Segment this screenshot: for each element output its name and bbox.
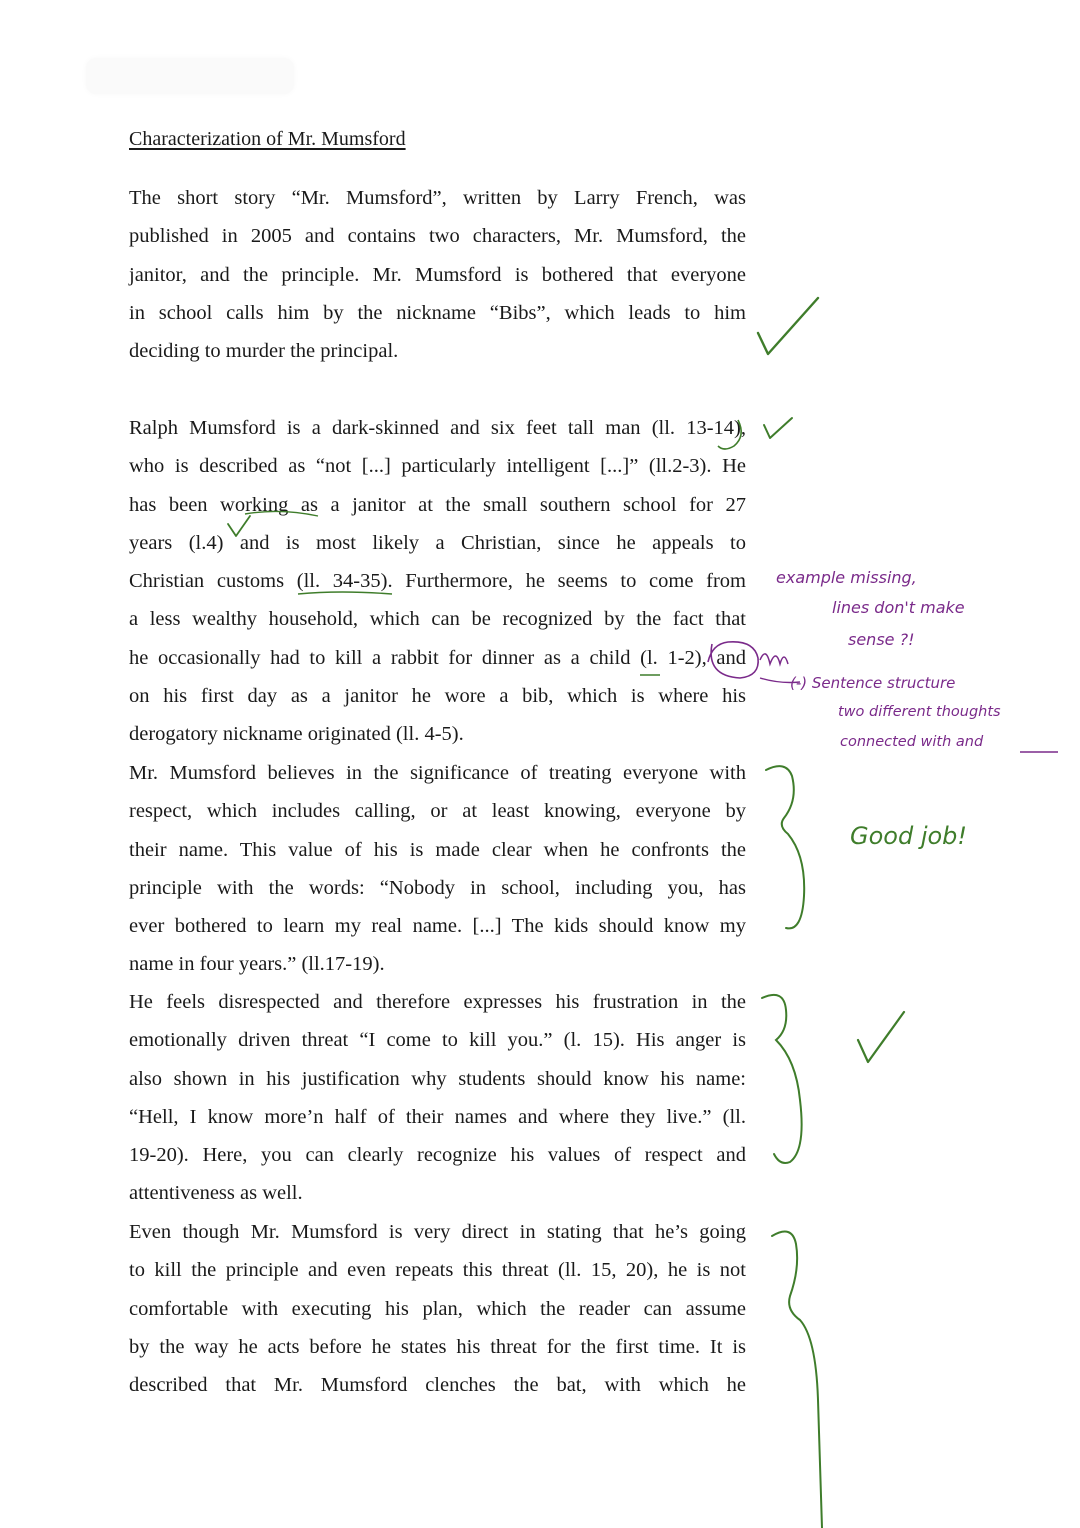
text-line: their name. This value of his is made clear when he confronts the: [129, 838, 746, 861]
text-line: a less wealthy household, which can be recognized by the fact that: [129, 608, 746, 631]
text-line: Ralph Mumsford is a dark-skinned and six feet tall man (ll. 13-14),: [129, 417, 746, 439]
text-line: emotionally driven threat “I come to kill you.” (l. 15). His anger is: [129, 1029, 746, 1052]
text-line: to kill the principle and even repeats this threat (ll. 15, 20), he is not: [129, 1259, 746, 1282]
text-line: The short story “Mr. Mumsford”, written by Larry French, was: [129, 187, 746, 209]
checkmark-icon: [764, 418, 792, 438]
margin-comment-line: connected with and: [840, 734, 984, 750]
text-line: 19-20). Here, you can clearly recognize his values of respect and: [129, 1144, 746, 1167]
text-line: janitor, and the principle. Mr. Mumsford is bothered that everyone: [129, 263, 746, 286]
brace-mark: [762, 995, 802, 1163]
scribble-mark: [760, 654, 788, 664]
text-line: Christian customs (ll. 34-35). Furthermore, he seems to come from: [129, 570, 746, 593]
checkmark-icon: [228, 516, 250, 536]
praise-comment: Good job!: [850, 822, 968, 850]
text-line: Even though Mr. Mumsford is very direct in stating that he’s going: [129, 1221, 746, 1243]
text-line: He feels disrespected and therefore expresses his frustration in the: [129, 991, 746, 1013]
text-line: by the way he acts before he states his threat for the first time. It is: [129, 1335, 746, 1358]
text-line: deciding to murder the principal.: [129, 340, 399, 363]
text-line: name in four years.” (ll.17-19).: [129, 953, 385, 976]
checkmark-icon: [758, 298, 818, 354]
text-line: published in 2005 and contains two characters, Mr. Mumsford, the: [129, 225, 746, 248]
text-line: Mr. Mumsford believes in the significance of treating everyone with: [129, 762, 746, 784]
brace-mark: [766, 766, 804, 928]
text-line: described that Mr. Mumsford clenches the bat, with which he: [129, 1374, 746, 1397]
margin-comment-line: sense ?!: [848, 630, 915, 649]
document-title: Characterization of Mr. Mumsford: [129, 128, 406, 150]
text-line: comfortable with executing his plan, which the reader can assume: [129, 1297, 746, 1320]
underline-stroke: [298, 592, 392, 594]
text-line: respect, which includes calling, or at least knowing, everyone by: [129, 800, 746, 823]
text-line: years (l.4) and is most likely a Christian, since he appeals to: [129, 531, 746, 554]
text-line: on his first day as a janitor he wore a bib, which is where his: [129, 685, 746, 708]
text-line: attentiveness as well.: [129, 1182, 303, 1205]
margin-comment-line: two different thoughts: [838, 704, 1001, 720]
text-line: who is described as “not [...] particularly intelligent [...]” (ll.2-3). He: [129, 455, 746, 478]
text-line: derogatory nickname originated (ll. 4-5).: [129, 723, 464, 746]
margin-comment-line: (-) Sentence structure: [790, 674, 956, 692]
margin-comment-line: example missing,: [776, 568, 917, 587]
text-line: “Hell, I know more’n half of their names and where they live.” (ll.: [129, 1105, 746, 1128]
text-line: he occasionally had to kill a rabbit for dinner as a child (l. 1-2), and: [129, 646, 746, 669]
text-line: has been working as a janitor at the small southern school for 27: [129, 493, 746, 516]
brace-mark: [772, 1232, 822, 1528]
checkmark-icon: [858, 1012, 904, 1062]
text-line: in school calls him by the nickname “Bibs”, which leads to him: [129, 301, 746, 324]
text-line: principle with the words: “Nobody in school, including you, has: [129, 876, 746, 899]
correction-stroke: [718, 420, 741, 449]
margin-comment-line: lines don't make: [832, 598, 965, 617]
circle-mark: [708, 642, 758, 678]
text-line: ever bothered to learn my real name. [...] The kids should know my: [129, 915, 746, 938]
text-line: also shown in his justification why students should know his name:: [129, 1067, 746, 1090]
underline-stroke: [245, 511, 318, 516]
